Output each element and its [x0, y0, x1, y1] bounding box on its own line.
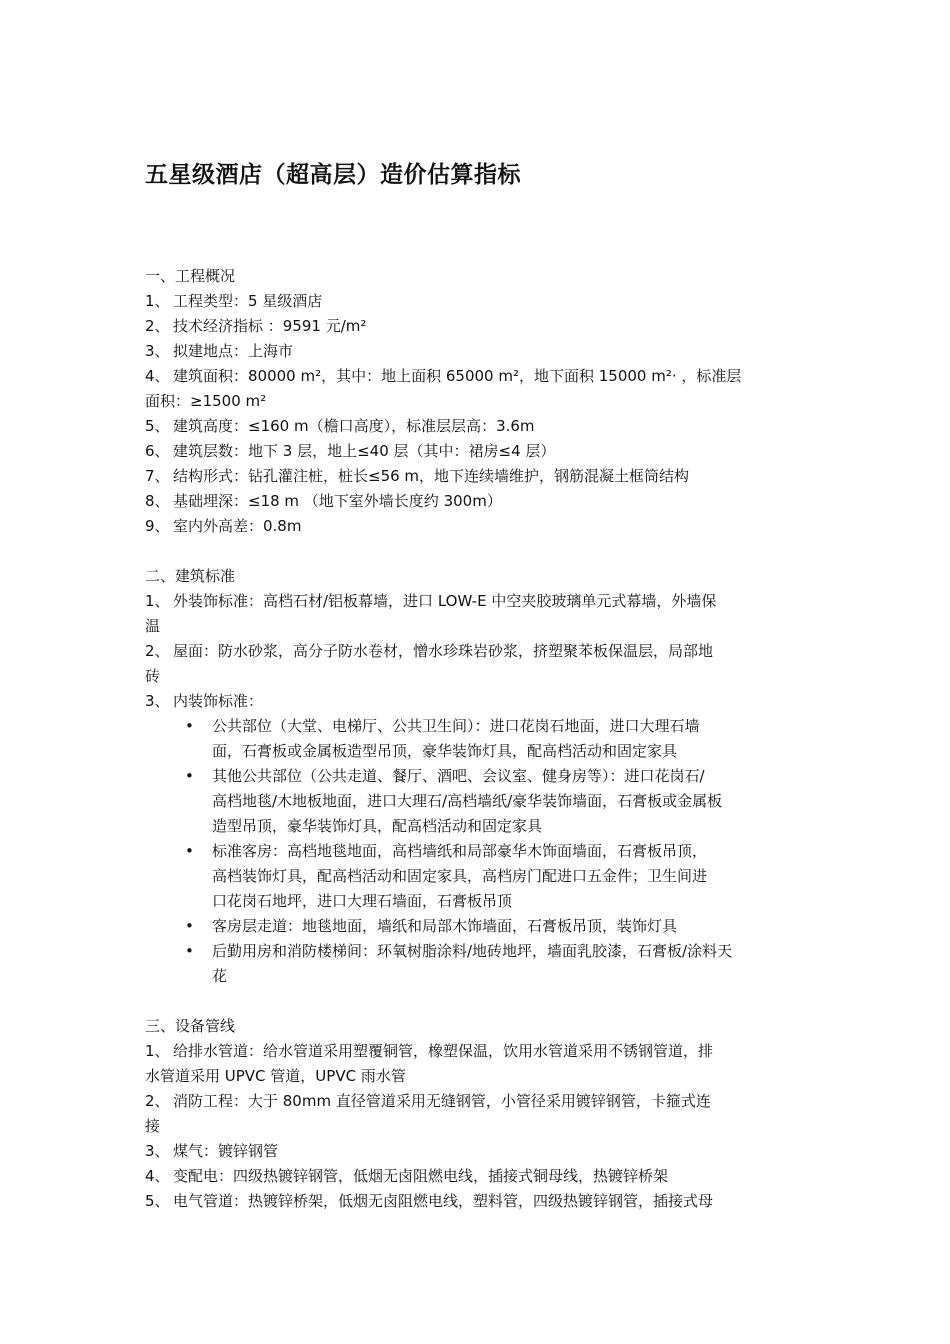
bullet-item — [145, 914, 813, 939]
item-text: 煤气：镀锌钢管 — [173, 1142, 279, 1160]
bullet-item — [145, 714, 813, 739]
item-number: 1、 — [145, 292, 170, 310]
item-text: 工程类型：5 星级酒店 — [173, 292, 323, 310]
list-item — [145, 364, 813, 389]
document-body — [145, 264, 813, 1239]
list-item-continuation — [145, 664, 813, 689]
section-2 — [145, 564, 813, 989]
item-number: 3、 — [145, 342, 170, 360]
list-item — [145, 1164, 813, 1189]
bullet-item — [145, 839, 813, 864]
bullet-list — [145, 714, 813, 989]
bullet-item-continuation — [145, 739, 813, 764]
bullet-item-continuation — [145, 889, 813, 914]
item-text: 外装饰标准：高档石材/铝板幕墙，进口 LOW-E 中空夹胶玻璃单元式幕墙，外墙保 — [173, 592, 717, 610]
item-text: 温 — [145, 617, 161, 635]
item-text: 建筑高度：≤160 m（檐口高度），标准层层高：3.6m — [173, 417, 535, 435]
list-item — [145, 489, 813, 514]
item-text: 接 — [145, 1117, 161, 1135]
bullet-item-continuation — [145, 864, 813, 889]
bullet-item-continuation — [145, 814, 813, 839]
section-3 — [145, 1014, 813, 1214]
list-item — [145, 514, 813, 539]
item-number: 1、 — [145, 592, 170, 610]
bullet-item-continuation — [145, 789, 813, 814]
item-text: 电气管道：热镀锌桥架，低烟无卤阻燃电线，塑料管，四级热镀锌钢管，插接式母 — [173, 1192, 714, 1210]
list-item — [145, 689, 813, 714]
bullet-text: 口花岗石地坪，进口大理石墙面，石膏板吊顶 — [212, 892, 513, 910]
bullet-text: 造型吊顶，豪华装饰灯具，配高档活动和固定家具 — [212, 817, 543, 835]
bullet-text: 后勤用房和消防楼梯间：环氧树脂涂料/地砖地坪，墙面乳胶漆，石膏板/涂料天 — [212, 942, 733, 960]
bullet-dot-icon: • — [185, 942, 194, 960]
list-item — [145, 339, 813, 364]
list-item — [145, 464, 813, 489]
item-text: 给排水管道：给水管道采用塑覆铜管，橡塑保温，饮用水管道采用不锈钢管道，排 — [173, 1042, 714, 1060]
item-number: 5、 — [145, 1192, 170, 1210]
item-number: 4、 — [145, 367, 170, 385]
list-item — [145, 1089, 813, 1114]
item-text: 面积：≥1500 m² — [145, 392, 267, 410]
item-text: 建筑层数：地下 3 层，地上≤40 层（其中：裙房≤4 层） — [173, 442, 556, 460]
bullet-text: 面，石膏板或金属板造型吊顶，豪华装饰灯具，配高档活动和固定家具 — [212, 742, 678, 760]
list-item-continuation — [145, 389, 813, 414]
bullet-text: 高档地毯/木地板地面，进口大理石/高档墙纸/豪华装饰墙面，石膏板或金属板 — [212, 792, 723, 810]
list-item — [145, 289, 813, 314]
item-number: 5、 — [145, 417, 170, 435]
item-text: 技术经济指标 ：9591 元/m² — [173, 317, 367, 335]
list-item — [145, 1039, 813, 1064]
document-title: 五星级酒店（超高层）造价估算指标 — [145, 162, 521, 188]
item-text: 变配电：四级热镀锌钢管，低烟无卤阻燃电线，插接式铜母线，热镀锌桥架 — [173, 1167, 669, 1185]
list-item — [145, 1189, 813, 1214]
list-item — [145, 639, 813, 664]
item-number: 3、 — [145, 1142, 170, 1160]
bullet-text: 花 — [212, 967, 228, 985]
item-text: 拟建地点：上海市 — [173, 342, 294, 360]
item-text: 基础埋深：≤18 m （地下室外墙长度约 300m） — [173, 492, 502, 510]
section-heading: 一、工程概况 — [145, 267, 236, 285]
bullet-item — [145, 764, 813, 789]
bullet-dot-icon: • — [185, 917, 194, 935]
item-number: 4、 — [145, 1167, 170, 1185]
item-text: 建筑面积：80000 m²，其中：地上面积 65000 m²，地下面积 15000 m²· ，标准层 — [173, 367, 742, 385]
section-1 — [145, 264, 813, 539]
bullet-text: 高档装饰灯具，配高档活动和固定家具，高档房门配进口五金件；卫生间进 — [212, 867, 708, 885]
list-item — [145, 1139, 813, 1164]
bullet-text: 公共部位（大堂、电梯厅、公共卫生间）：进口花岗石地面，进口大理石墙 — [212, 717, 700, 735]
bullet-item — [145, 939, 813, 964]
item-number: 6、 — [145, 442, 170, 460]
item-text: 室内外高差：0.8m — [173, 517, 302, 535]
bullet-dot-icon: • — [185, 717, 194, 735]
item-text: 消防工程：大于 80mm 直径管道采用无缝钢管，小管径采用镀锌钢管，卡箍式连 — [173, 1092, 711, 1110]
bullet-text: 其他公共部位（公共走道、餐厅、酒吧、会议室、健身房等）：进口花岗石/ — [212, 767, 705, 785]
list-item — [145, 414, 813, 439]
item-number: 8、 — [145, 492, 170, 510]
item-text: 砖 — [145, 667, 161, 685]
item-number: 2、 — [145, 642, 170, 660]
item-number: 9、 — [145, 517, 170, 535]
list-item-continuation — [145, 1114, 813, 1139]
list-item — [145, 589, 813, 614]
list-item — [145, 439, 813, 464]
item-number: 2、 — [145, 1092, 170, 1110]
bullet-text: 客房层走道：地毯地面，墙纸和局部木饰墙面，石膏板吊顶，装饰灯具 — [212, 917, 678, 935]
bullet-dot-icon: • — [185, 842, 194, 860]
item-text: 水管道采用 UPVC 管道，UPVC 雨水管 — [145, 1067, 406, 1085]
list-item — [145, 314, 813, 339]
bullet-text: 标准客房：高档地毯地面，高档墙纸和局部豪华木饰面墙面，石膏板吊顶， — [212, 842, 708, 860]
section-heading: 二、建筑标准 — [145, 567, 236, 585]
section-heading: 三、设备管线 — [145, 1017, 236, 1035]
list-item-continuation — [145, 614, 813, 639]
bullet-item-continuation — [145, 964, 813, 989]
item-text: 结构形式：钻孔灌注桩，桩长≤56 m，地下连续墙维护，钢筋混凝土框筒结构 — [173, 467, 690, 485]
item-number: 1、 — [145, 1042, 170, 1060]
bullet-dot-icon: • — [185, 767, 194, 785]
item-number: 7、 — [145, 467, 170, 485]
item-number: 2、 — [145, 317, 170, 335]
list-item-continuation — [145, 1064, 813, 1089]
item-number: 3、 — [145, 692, 170, 710]
item-text: 屋面：防水砂浆，高分子防水卷材，憎水珍珠岩砂浆，挤塑聚苯板保温层，局部地 — [173, 642, 714, 660]
item-text: 内装饰标准： — [173, 692, 264, 710]
